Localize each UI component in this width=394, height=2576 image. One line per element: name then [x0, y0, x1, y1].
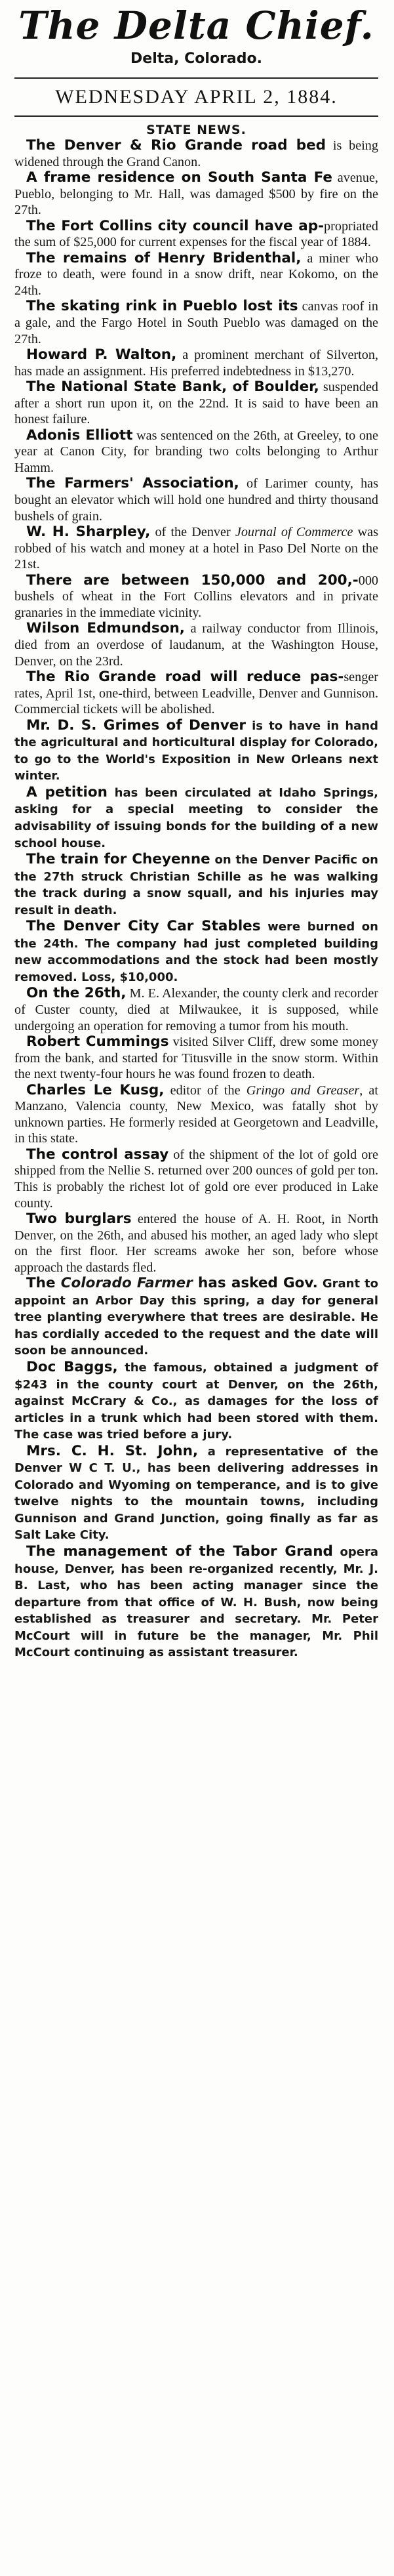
news-item — [14, 1211, 378, 1276]
news-item — [14, 1083, 378, 1147]
news-item-body: 000 bushels of wheat in the Fort Collins elevators and in private granaries in the immediate vicinity. — [14, 573, 378, 620]
news-item — [14, 986, 378, 1034]
news-item-lead: The National State Bank, of Boulder, — [26, 379, 319, 396]
news-item-body: entered the house of A. H. Root, in North Denver, on the 26th, and abused his mother, an aged lady who slept on the first floor. Her screams awoke her son, before whose approach the dastards fled. — [14, 1212, 378, 1275]
divider-rule — [14, 115, 378, 117]
news-item-body: was robbed of his watch and money at a hotel in Paso Del Norte on the 21st. — [14, 525, 378, 572]
news-item — [14, 1276, 378, 1360]
news-item — [14, 476, 378, 524]
news-item-body: a railway conductor from Illinois, died from an overdose of laudanum, at the Washington House, Denver, on the 23rd. — [14, 621, 379, 669]
news-item-body: a representative of the Denver W C T. U., has been delivering addresses in Colorado and Wyoming on temperance, and is to give twelve nights to the mountain towns, including Gunnison and Grand Junction, going finally as far as Salt Lake City. — [14, 1444, 378, 1543]
news-item — [14, 1360, 378, 1444]
news-item — [14, 785, 378, 852]
news-item-body: a prominent merchant of Silverton, has made an assignment. His preferred indebtedness in $13,270. — [14, 348, 378, 379]
news-item-body: on the Denver Pacific on the 27th struck Christian Schille as he was walking the track during a snow squall, and his injuries may result in death. — [14, 853, 378, 917]
news-item-lead: There are between 150,000 and 200,- — [26, 571, 359, 589]
news-item-body: of the Denver — [150, 525, 235, 540]
news-item-body: is to have in hand the agricultural and horticultural display for Colorado, to go to the World's Exposition in New Orleans next winter. — [14, 718, 379, 783]
news-item — [14, 138, 378, 170]
news-item-lead: The management of the Tabor Grand — [26, 1543, 333, 1560]
divider-rule — [14, 77, 378, 79]
masthead — [14, 0, 378, 68]
news-item — [14, 428, 378, 476]
news-item-lead: The Farmers' Association, — [26, 475, 239, 492]
news-item-lead: has asked Gov. — [192, 1275, 318, 1292]
news-item-lead: On the 26th, — [26, 985, 127, 1002]
news-item-lead-italic: Colorado Farmer — [60, 1275, 193, 1292]
news-item — [14, 1544, 378, 1661]
news-item-body: editor of the — [164, 1083, 246, 1098]
news-item-body: avenue, Pueblo, belonging to Mr. Hall, was damaged $500 by fire on the 27th. — [14, 171, 378, 218]
news-item — [14, 1034, 378, 1083]
news-item-lead: Two burglars — [26, 1211, 132, 1228]
news-item — [14, 251, 378, 299]
news-item — [14, 852, 378, 919]
news-item — [14, 1444, 378, 1544]
news-item — [14, 919, 378, 986]
news-item-lead: The remains of Henry Bridenthal, — [26, 249, 302, 266]
news-item-lead: The Fort Collins city council have ap- — [26, 217, 325, 234]
news-item — [14, 347, 378, 379]
news-item — [14, 1147, 378, 1211]
section-title: STATE NEWS. — [146, 123, 246, 137]
dateline: WEDNESDAY APRIL 2, 1884. — [55, 86, 338, 108]
news-item-italic: Journal of Commerce — [235, 525, 353, 540]
news-item-body: has been circulated at Idaho Springs, asking for a special meeting to consider the advisability of issuing bonds for the building of a new school house. — [14, 785, 378, 850]
news-item-body: Grant to appoint an Arbor Day this spring, a day for general tree planting everywhere that trees are desirable. He has cordially acceded to the request and the date will soon be announced. — [14, 1277, 378, 1358]
news-item-body: suspended after a short run upon it, on the 22nd. It is said to have been an honest failure. — [14, 380, 378, 427]
news-item-body: of Larimer county, has bought an elevator which will hold one hundred and thirty thousand bushels of grain. — [14, 476, 378, 524]
news-item — [14, 621, 378, 669]
news-item-lead: The train for Cheyenne — [26, 851, 210, 868]
news-item-body: canvas roof in a gale, and the Fargo Hotel in South Pueblo was damaged on the 27th. — [14, 299, 378, 346]
news-item-body: propriated the sum of $25,000 for current expenses for the fiscal year of 1884. — [14, 218, 378, 250]
news-item — [14, 299, 378, 347]
news-item-lead: Mrs. C. H. St. John, — [26, 1442, 199, 1459]
news-item — [14, 718, 378, 785]
news-item-lead: Robert Cummings — [26, 1033, 169, 1050]
news-item-body: was sentenced on the 26th, at Greeley, to one year at Canon City, for branding two colts belonging to Arthur Hamm. — [14, 428, 378, 475]
news-item-body: were burned on the 24th. The company had just completed building new accommodations and the stock had been mostly removed. Loss, $10,000. — [14, 920, 378, 984]
news-item-italic: Gringo and Greaser — [246, 1083, 360, 1098]
news-item — [14, 573, 378, 621]
news-item-lead: Wilson Edmundson, — [26, 620, 185, 637]
news-item-body: of the shipment of the lot of gold ore shipped from the Nellie S. returned over 200 ounces of gold per ton. This is probably the richest lot of gold ore ever produced in Lake county. — [14, 1147, 378, 1211]
news-item-lead: The Denver City Car Stables — [26, 918, 261, 935]
news-item-lead: Adonis Elliott — [26, 426, 133, 444]
news-item-lead: The Rio Grande road will reduce pas- — [26, 669, 344, 686]
news-item-lead: Charles Le Kusg, — [26, 1081, 165, 1098]
news-item — [14, 669, 378, 718]
newspaper-place: Delta, Colorado. — [130, 51, 262, 67]
news-item-body: M. E. Alexander, the county clerk and recorder of Custer county, died at Milwaukee, it is supposed, while undergoing an operation for removing a tumor from his mouth. — [14, 986, 379, 1033]
news-item — [14, 170, 378, 218]
news-item-lead: A petition — [26, 783, 108, 800]
news-item — [14, 524, 378, 573]
news-item-body: a miner who froze to death, were found in a snow drift, near Kokomo, on the 24th. — [14, 251, 378, 298]
news-item-body: is being widened through the Grand Canon. — [14, 138, 378, 169]
news-item-lead: W. H. Sharpley, — [26, 524, 151, 541]
news-item-body: opera house, Denver, has been re-organized recently, Mr. J. B. Last, who has been acting manager since the departure from that office of W. H. Bush, now being established as treasurer and secretary. Mr. Peter McCourt will in future be the manager, Mr. Phil McCourt continuing as assistant treasurer. — [14, 1545, 378, 1660]
news-item-lead: The Denver & Rio Grande road bed — [26, 137, 326, 154]
news-item-body: visited Silver Cliff, drew some money from the bank, and started for Titusville in the snow storm. Within the next twenty-four hours he was found frozen to death. — [14, 1035, 378, 1082]
news-item-body: the famous, obtained a judgment of $243 in the county court at Denver, on the 26th, against McCrary & Co., as damages for the loss of articles in a trunk which had been stored with them. The case was tried before a jury. — [14, 1361, 378, 1442]
news-item-lead: Mr. D. S. Grimes of Denver — [26, 717, 246, 734]
news-item-lead: The skating rink in Pueblo lost its — [26, 298, 298, 315]
news-item-body: , at Manzano, Valencia county, New Mexico, was fatally shot by unknown parties. He formerly resided at Georgetown and Leadville, in this state. — [14, 1083, 378, 1146]
newspaper-title: The Delta Chief. — [18, 3, 374, 48]
news-items — [14, 138, 378, 1661]
news-item — [14, 218, 378, 251]
news-item-lead: A frame residence on South Santa Fe — [26, 169, 332, 186]
news-item-lead: Howard P. Walton, — [26, 346, 177, 364]
news-item-body: senger rates, April 1st, one-third, between Leadville, Denver and Gunnison. Commercial tickets will be abolished. — [14, 670, 378, 717]
news-item-lead: The — [26, 1275, 61, 1292]
news-item — [14, 379, 378, 428]
news-item-lead: The control assay — [26, 1146, 169, 1163]
news-item-lead: Doc Baggs, — [26, 1359, 118, 1376]
